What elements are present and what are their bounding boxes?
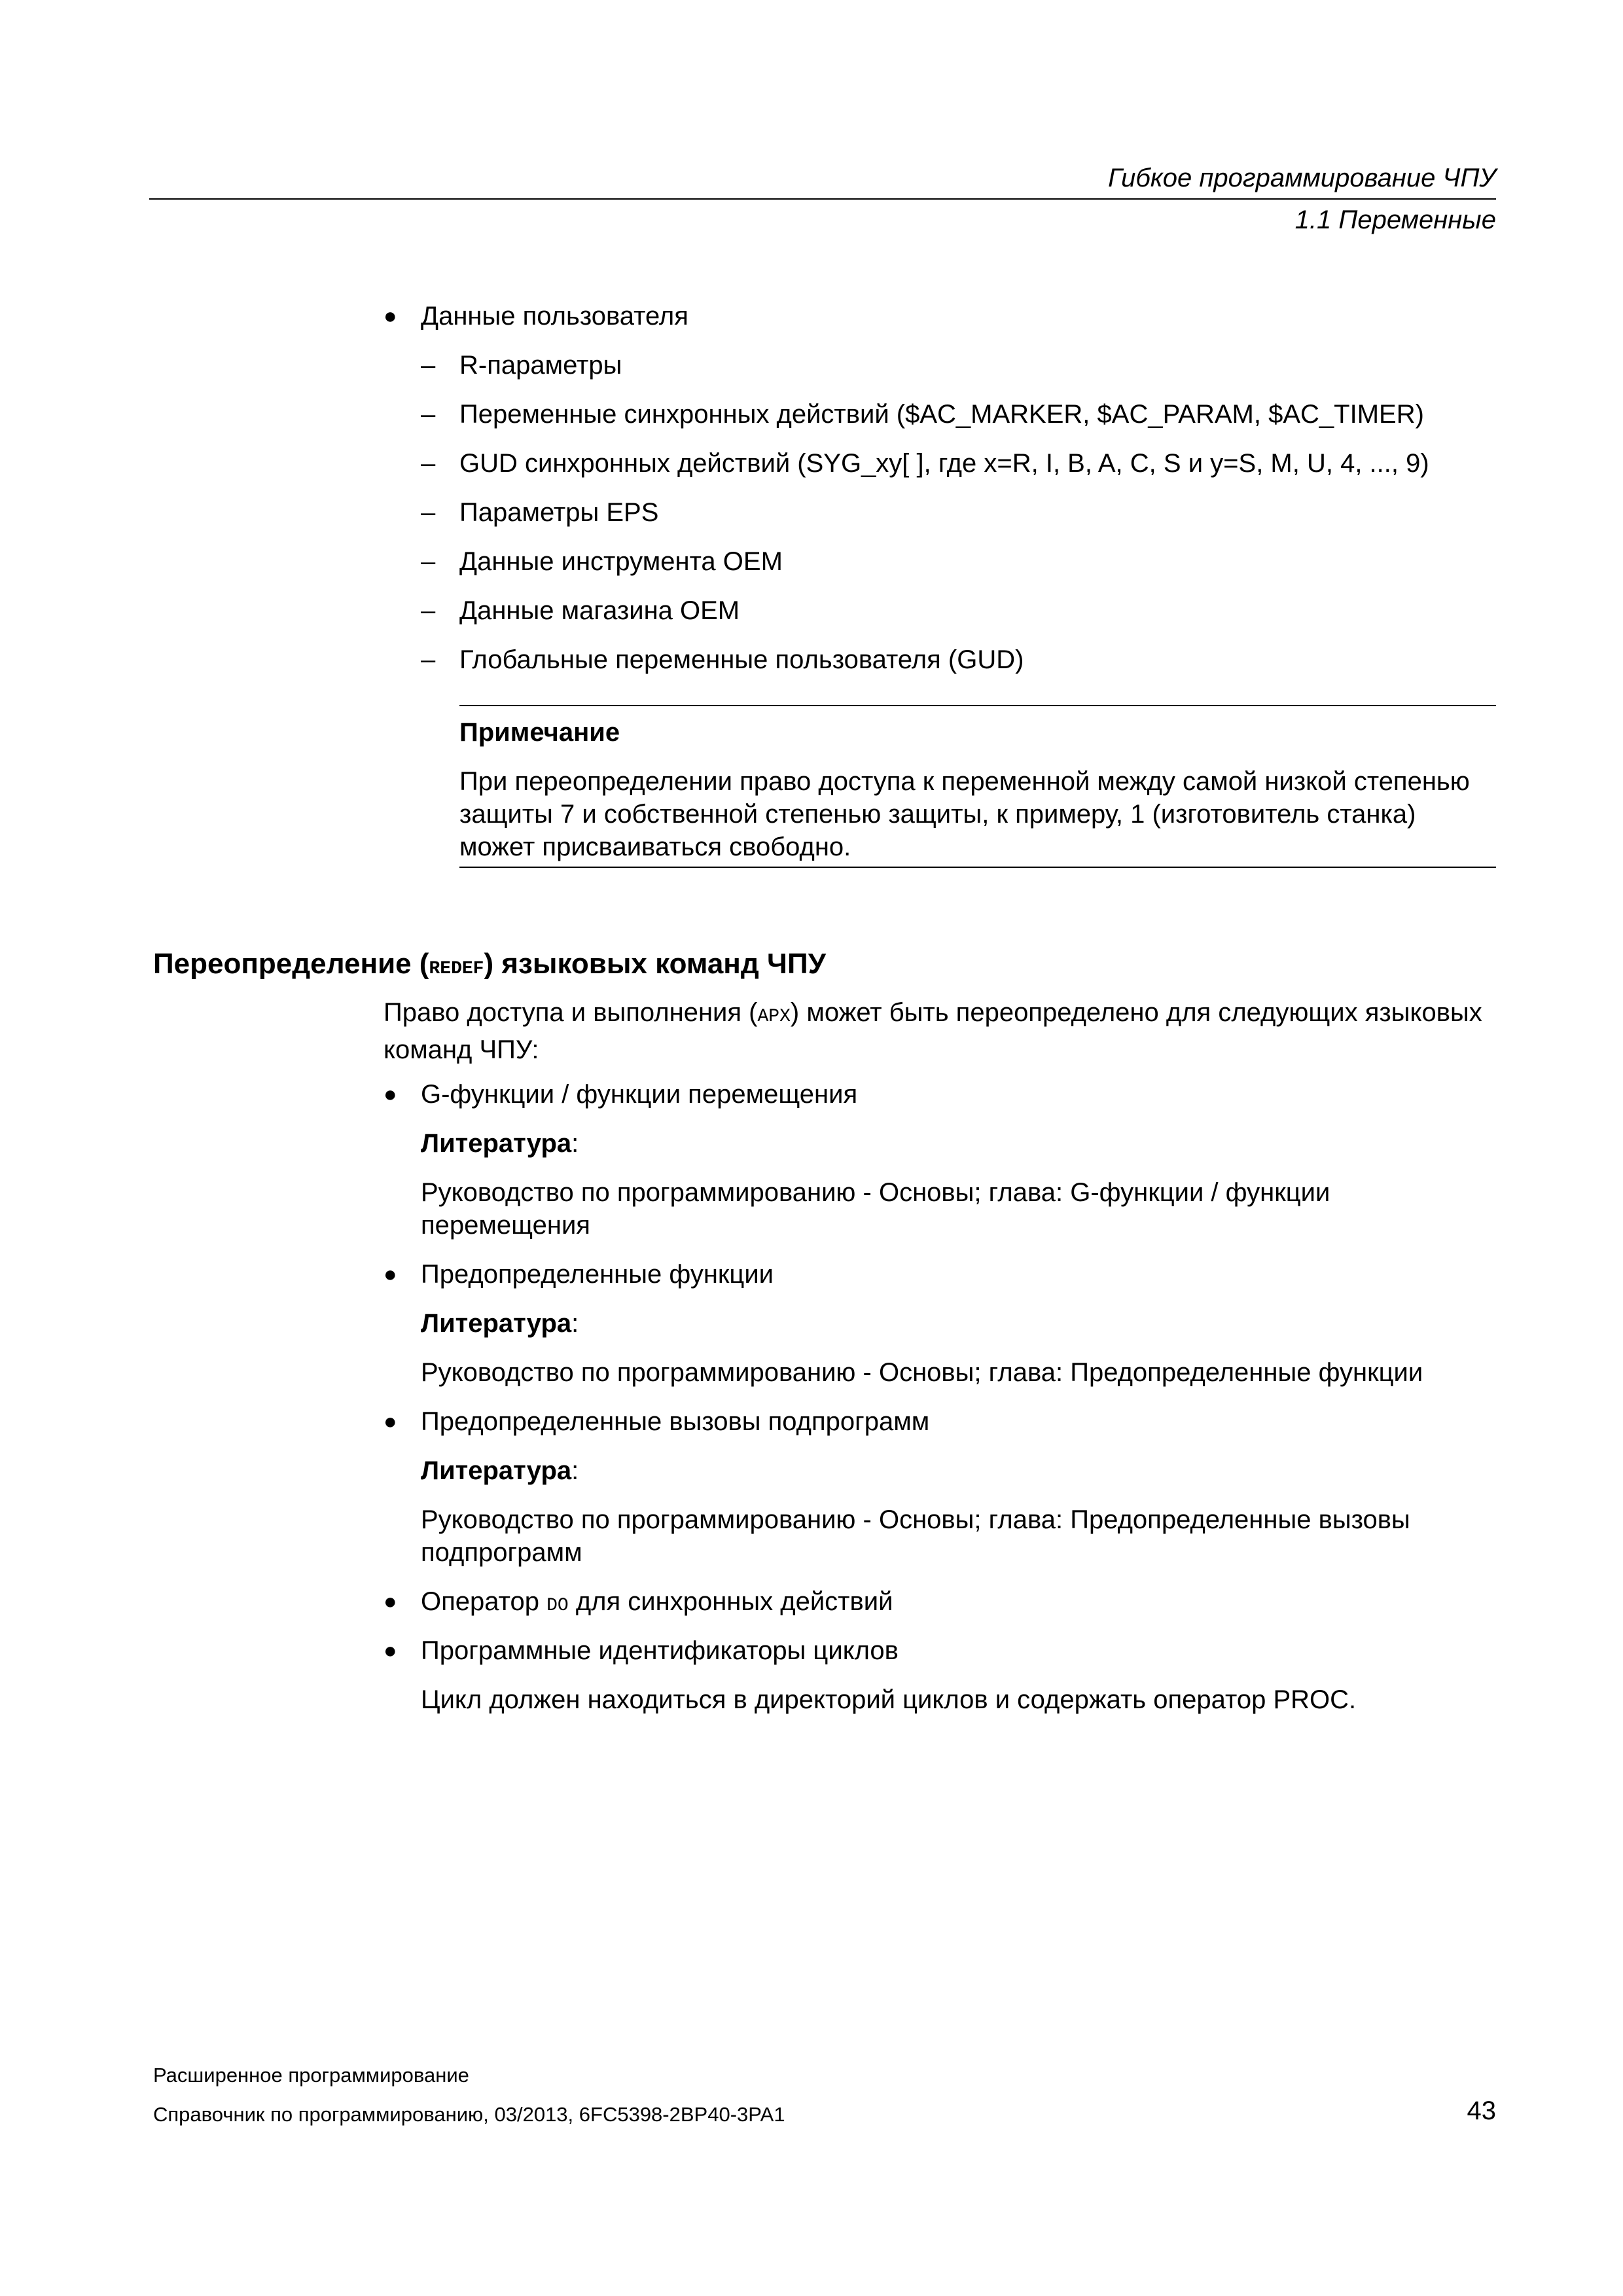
literature-label-text: Литература [421,1129,572,1158]
bullet-icon: ● [383,1638,397,1663]
user-data-item: Данные инструмента OEM [459,547,783,576]
dash-icon: – [421,645,436,674]
literature-label-colon: : [571,1129,579,1158]
literature-label-text: Литература [421,1309,572,1338]
running-header-section: 1.1 Переменные [1294,206,1496,234]
list-item-label: Предопределенные функции [421,1260,774,1289]
section-intro-text: ) может быть переопределено для следующих языковых команд ЧПУ: [383,998,1482,1064]
bullet-icon: ● [383,1589,397,1614]
section-intro-code: APX [757,1007,791,1027]
list-item-text: Оператор [421,1587,547,1616]
header-rule [149,198,1496,200]
cycles-text: Цикл должен находиться в директорий циклов и содержать оператор PROC. [421,1685,1357,1714]
section-heading-code: REDEF [429,959,484,979]
dash-icon: – [421,351,436,380]
list-item-code: DO [546,1596,569,1616]
literature-reference: Руководство по программированию - Основы; глава: Предопределенные функции [421,1358,1423,1387]
note-text: При переопределении право доступа к переменной между самой низкой степенью защиты 7 и собственной степенью защиты, к примеру, 1 (изготовитель станка) может присваиваться свободно. [459,767,1470,861]
footer-book-title: Расширенное программирование [153,2064,469,2087]
literature-label-colon: : [571,1456,579,1485]
list-item-text: для синхронных действий [568,1587,893,1616]
footer-manual-info: Справочник по программированию, 03/2013, 6FC5398-2BP40-3PA1 [153,2103,785,2126]
user-data-title: Данные пользователя [421,302,688,331]
user-data-item: Данные магазина OEM [459,596,740,625]
list-item-label [421,1585,893,1623]
bullet-icon: ● [383,304,397,329]
user-data-item: R-параметры [459,351,622,380]
section-heading [153,946,826,988]
list-item-label: G-функции / функции перемещения [421,1080,858,1109]
dash-icon: – [421,596,436,625]
section-intro-text: Право доступа и выполнения ( [383,998,758,1027]
user-data-item: GUD синхронных действий (SYG_xy[ ], где x=R, I, B, A, C, S и y=S, M, U, 4, ..., 9) [459,449,1429,478]
literature-label-text: Литература [421,1456,572,1485]
user-data-item: Параметры EPS [459,498,659,527]
dash-icon: – [421,547,436,576]
bullet-icon: ● [383,1082,397,1107]
dash-icon: – [421,400,436,429]
bullet-icon: ● [383,1409,397,1434]
user-data-item: Глобальные переменные пользователя (GUD) [459,645,1024,674]
section-heading-text: Переопределение ( [153,948,429,980]
list-item-label: Программные идентификаторы циклов [421,1636,899,1665]
note-top-rule [459,705,1496,706]
bullet-icon: ● [383,1262,397,1287]
list-item-label: Предопределенные вызовы подпрограмм [421,1407,930,1436]
section-intro [383,996,1496,1066]
dash-icon: – [421,498,436,527]
literature-reference: Руководство по программированию - Основы; глава: Предопределенные вызовы подпрограмм [421,1505,1410,1567]
literature-label-colon: : [571,1309,579,1338]
literature-label [421,1127,579,1160]
user-data-item: Переменные синхронных действий ($AC_MARKER, $AC_PARAM, $AC_TIMER) [459,400,1424,429]
literature-label [421,1307,579,1340]
literature-reference: Руководство по программированию - Основы; глава: G-функции / функции перемещения [421,1178,1330,1240]
literature-label [421,1454,579,1487]
section-heading-text: ) языковых команд ЧПУ [484,948,826,980]
running-header-chapter: Гибкое программирование ЧПУ [1108,164,1496,192]
dash-icon: – [421,449,436,478]
note-bottom-rule [459,867,1496,868]
page-number: 43 [1467,2096,1496,2125]
note-title: Примечание [459,718,620,747]
